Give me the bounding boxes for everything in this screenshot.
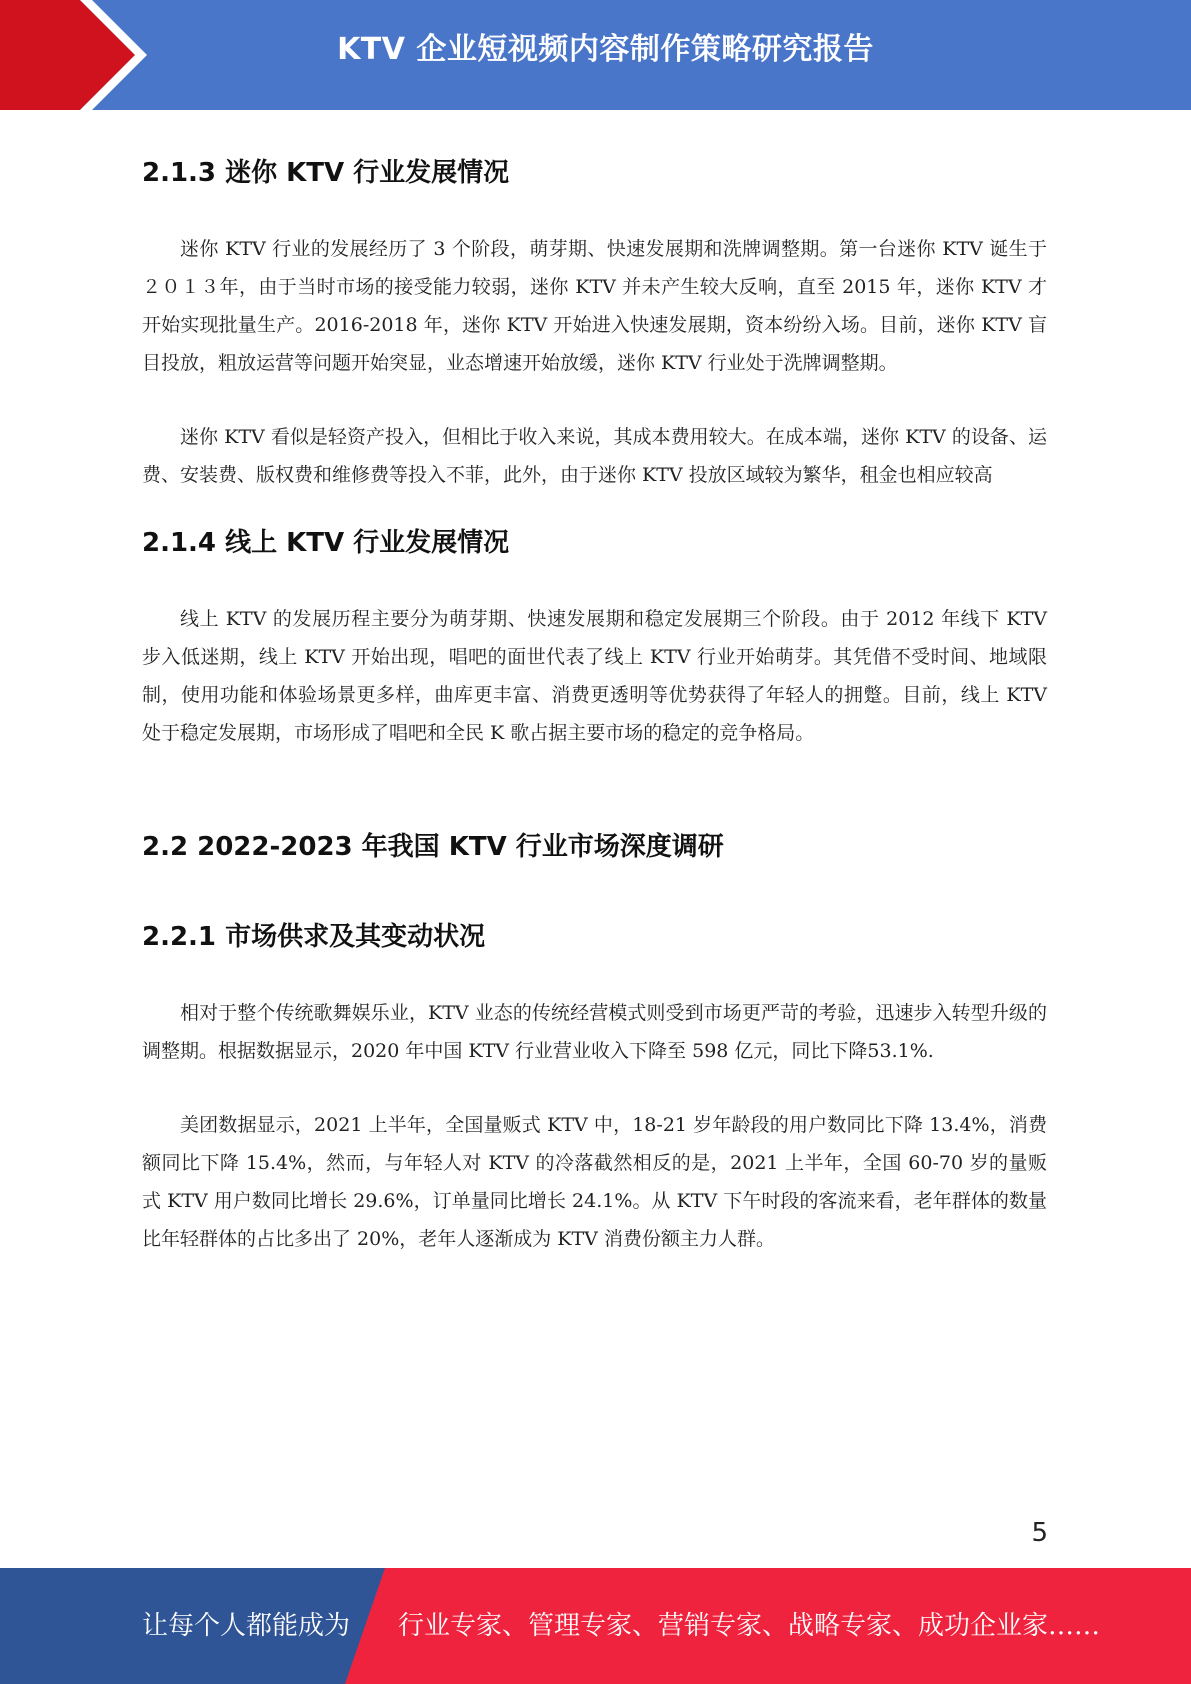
- paragraph: 迷你 KTV 行业的发展经历了 3 个阶段，萌芽期、快速发展期和洗牌调整期。第一台迷你 KTV 诞生于２０１３年，由于当时市场的接受能力较弱，迷你 KTV 并未产生较大反响，直至 2015 年，迷你 KTV 才开始实现批量生产。2016-2018 年，迷你 KTV 开始进入快速发展期，资本纷纷入场。目前，迷你 KTV 盲目投放，粗放运营等问题开始突显，业态增速开始放缓，迷你 KTV 行业处于洗牌调整期。: [142, 238, 1047, 374]
- paragraph: 相对于整个传统歌舞娱乐业，KTV 业态的传统经营模式则受到市场更严苛的考验，迅速步入转型升级的调整期。根据数据显示，2020 年中国 KTV 行业营业收入下降至 598 亿元，同比下降53.1%.: [142, 1002, 1047, 1062]
- section-heading-2-2-1: 2.2.1 市场供求及其变动状况: [142, 922, 486, 952]
- page-header: [0, 0, 1191, 110]
- page-number: 5: [1031, 1518, 1048, 1548]
- footer-slogan-left: 让每个人都能成为: [142, 1611, 351, 1641]
- section-heading-2-1-4: 2.1.4 线上 KTV 行业发展情况: [142, 528, 510, 558]
- page-body: [142, 148, 1047, 1258]
- header-chevron-decoration: [0, 0, 160, 110]
- report-title: KTV 企业短视频内容制作策略研究报告: [337, 32, 874, 67]
- page-footer: [0, 1568, 1191, 1684]
- paragraph: 美团数据显示，2021 上半年，全国量贩式 KTV 中，18-21 岁年龄段的用户数同比下降 13.4%，消费额同比下降 15.4%，然而，与年轻人对 KTV 的冷落截然相反的是，2021 上半年，全国 60-70 岁的量贩式 KTV 用户数同比增长 29.6%，订单量同比增长 24.1%。从 KTV 下午时段的客流来看，老年群体的数量比年轻群体的占比多出了 20%，老年人逐渐成为 KTV 消费份额主力人群。: [142, 1114, 1047, 1250]
- footer-slogan-right: 行业专家、管理专家、营销专家、战略专家、成功企业家……: [398, 1611, 1101, 1641]
- paragraph: 迷你 KTV 看似是轻资产投入，但相比于收入来说，其成本费用较大。在成本端，迷你 KTV 的设备、运费、安装费、版权费和维修费等投入不菲，此外，由于迷你 KTV 投放区域较为繁华，租金也相应较高: [142, 426, 1047, 486]
- section-heading-2-1-3: 2.1.3 迷你 KTV 行业发展情况: [142, 158, 510, 188]
- section-heading-2-2: 2.2 2022-2023 年我国 KTV 行业市场深度调研: [142, 832, 724, 862]
- paragraph: 线上 KTV 的发展历程主要分为萌芽期、快速发展期和稳定发展期三个阶段。由于 2012 年线下 KTV 步入低迷期，线上 KTV 开始出现，唱吧的面世代表了线上 KTV 行业开始萌芽。其凭借不受时间、地域限制，使用功能和体验场景更多样，曲库更丰富、消费更透明等优势获得了年轻人的拥蹩。目前，线上 KTV 处于稳定发展期，市场形成了唱吧和全民 K 歌占据主要市场的稳定的竞争格局。: [142, 608, 1047, 744]
